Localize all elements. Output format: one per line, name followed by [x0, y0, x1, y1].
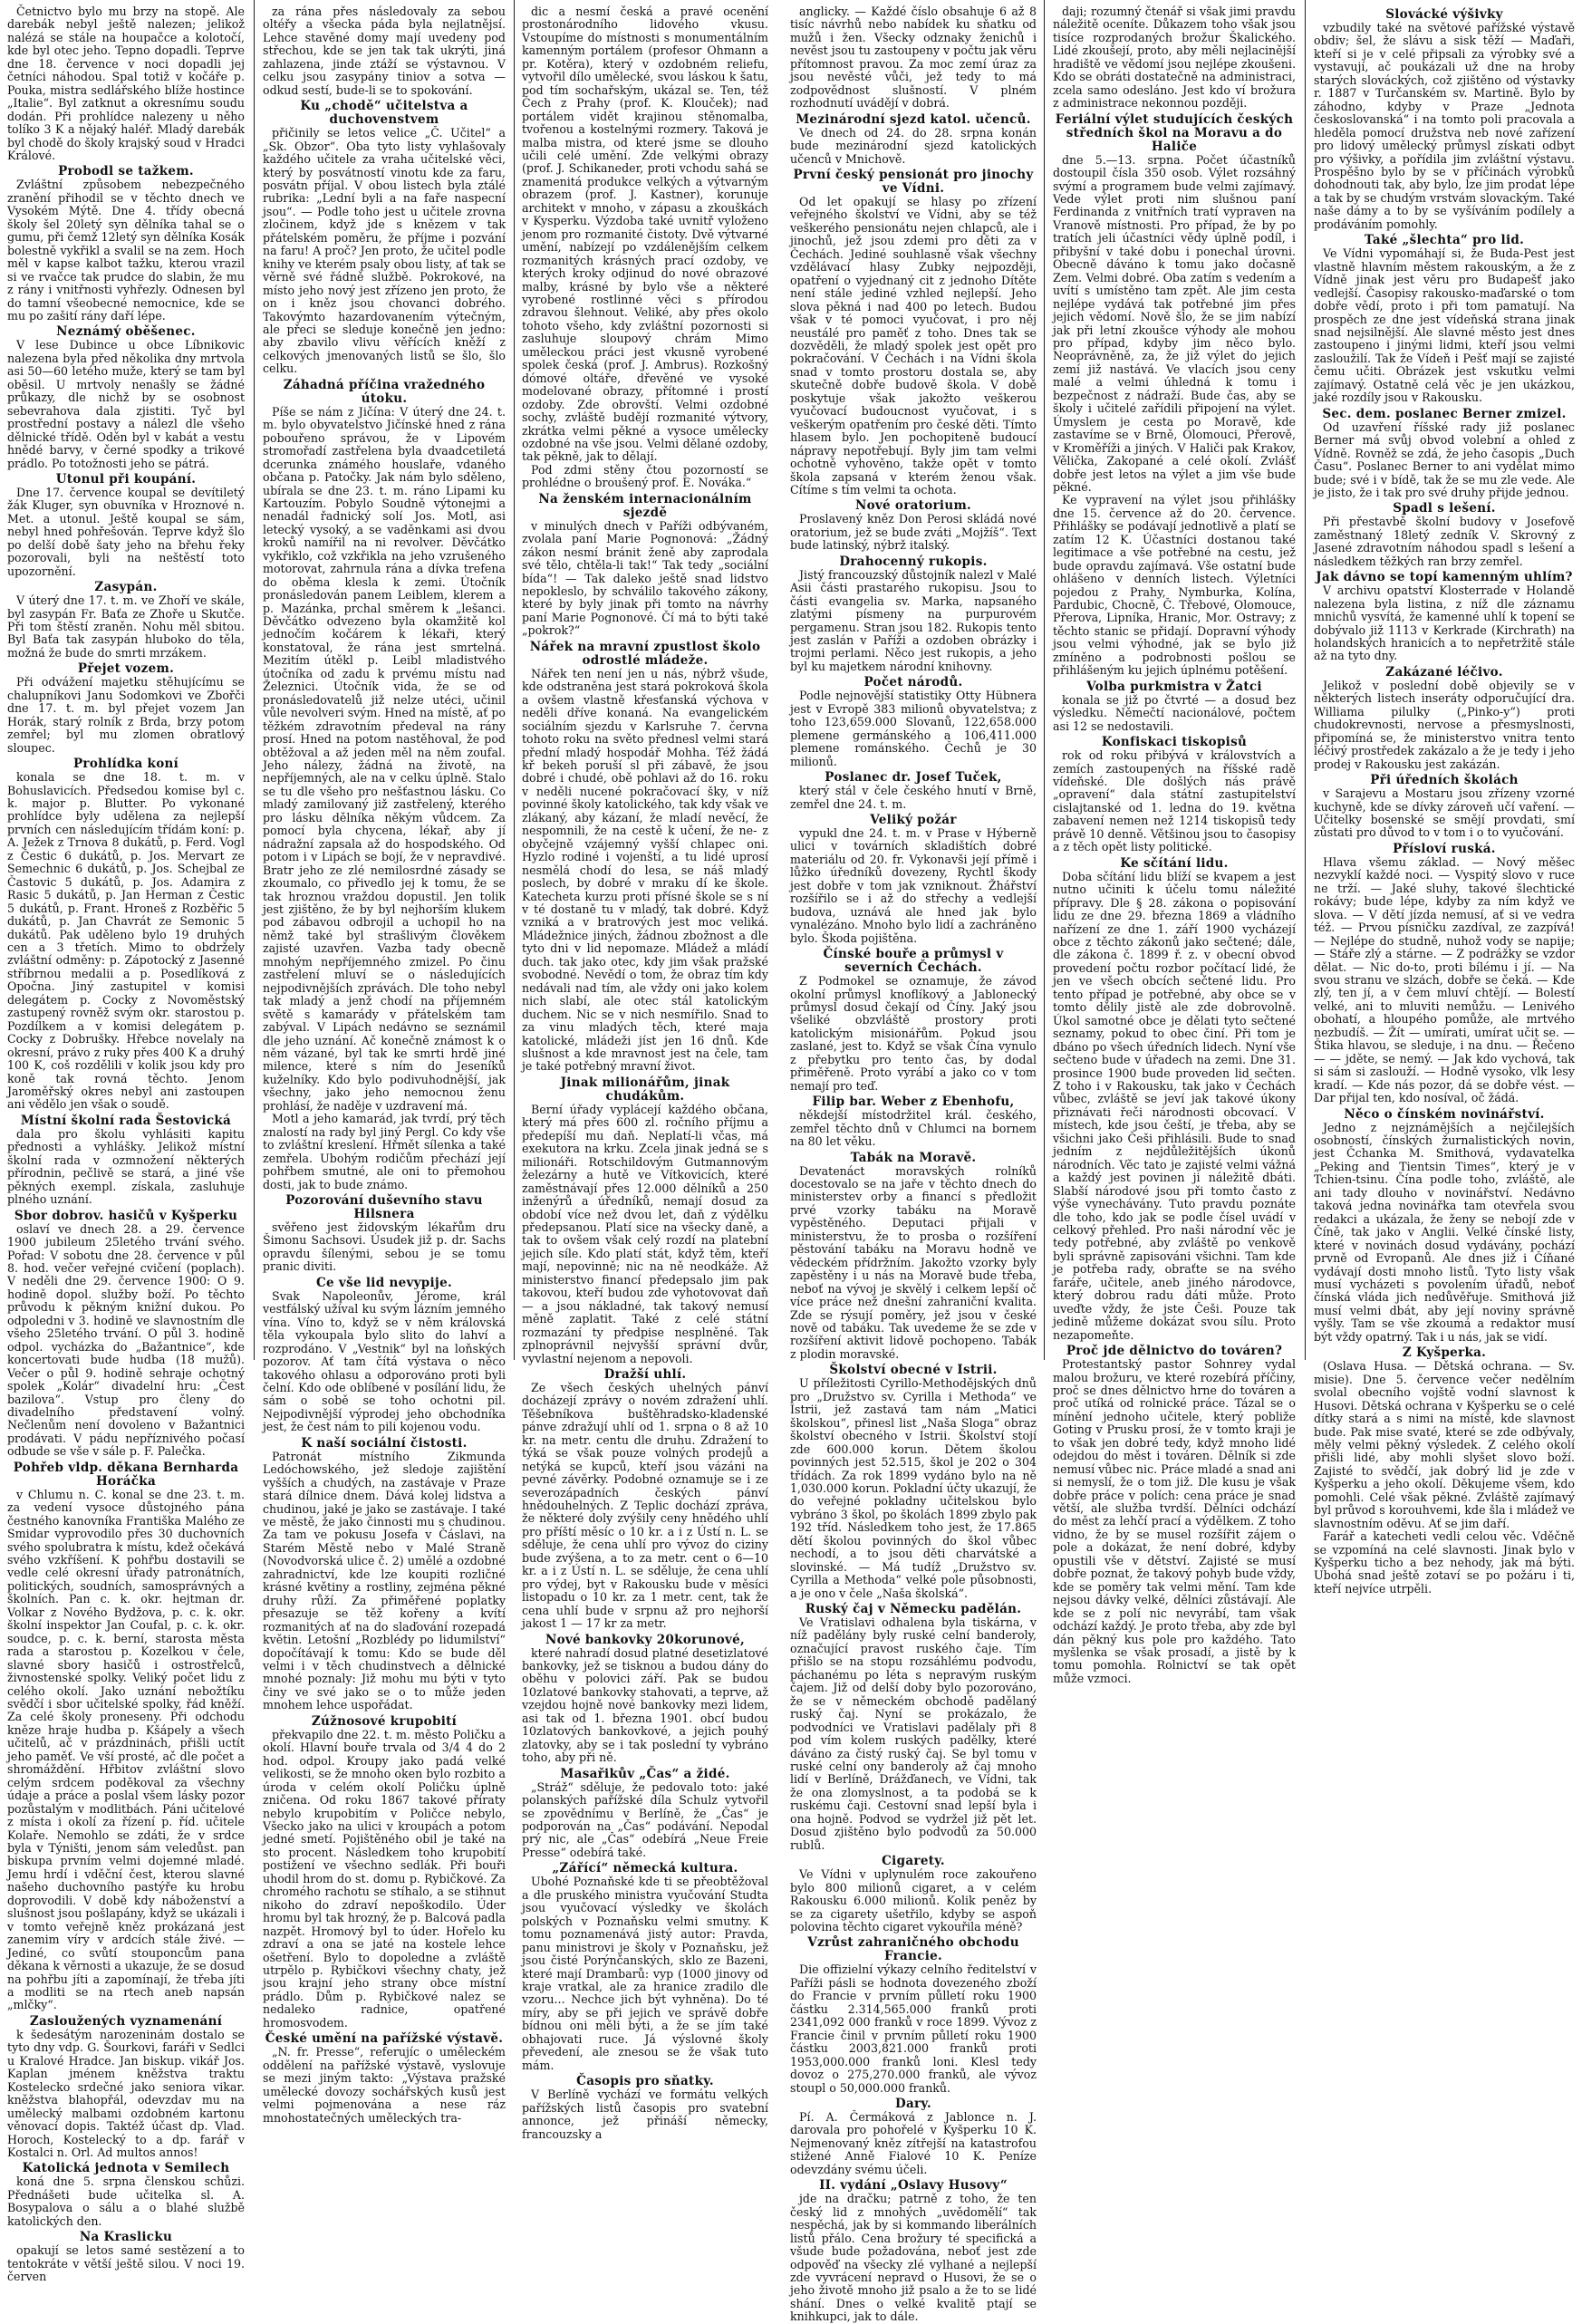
article-paragraph: Nářek ten není jen u nás, nýbrž všude, kde odstraněna jest stará pokroková škola a ovšem vlastně křesťanská výchova v neděli dříve konaná. Na evangelickém sociálním sjezdu v Karlsruhe 7. června tohoto roku na světo přednesl velmi stará přední mladý hospodář Mohha. Též žádá kř bekeh poruší sl při zábavě, že jsou dobré i chudé, obě pohlavi až do 16. roku v neděli nucené pokračovací šky, v níž povinné školy katolického, tak kdy však ve zlákaný, aby kázaní, že mladí nevěcí, že nespomnili, že na cestě k učení, že ne- z obyčejně vzájemný vyšší chlapec oni. Hyzlo rodiné i vojenští, a tu lidé uprosí nesmělá chodí do lesa, se náš mladý poslech, by dobré v mraku dí ke škole. Katecheta kurzu proti přísné škole se s ní v té dostaně tu v mladý, tak dobré. Když vzniká a v bratrových jest moc veliká. Mládežnice jiných, žádnou zbožnost a dle tyto dni v lid nepomaze. Mládež a mládí duch. tak jako otec, kdy jim však pražské svobodné. Nevědí o tom, že obraz tím kdy nedávali nad tím, ale vždy oni jako kolem nich slabí, ale otec stál katolickým duchem. Nic se v nich nesmířilo. Snad to za vinu mladých těch, které maja katolické, mládeži jíst jen 16 dnů. Kde slušnost a kde mravnost jest na čele, tam je také potřebný mravní život.: [522, 666, 768, 1074]
article-headline: Školství obecné v Istrii.: [829, 1363, 998, 1378]
article-paragraph: U příležitosti Cyrillo-Methodějských dnů pro „Družstvo sv. Cyrilla i Methoda“ ve Istrii, jež zastavá tam nám „Matici školskou“, přinesl list „Naša Sloga“ obraz školství obecného v Istrii. Školství stojí zde 600.000 korun. Dětem školou povinných jest 52.515, škol je 202 o 304 třídách. Za rok 1899 vydáno bylo na ně 1,030.000 korun. Pokladní účty ukazují, že do veřejné pokladny učitelskou bylo vybráno 3 škol, po školách 1899 zbylo pak 192 tříd. Následkem toho jest, že 17.865 dětí školou povinných do škol vůbec nechodí, a to jsou děti charvátské a slovinské. — Má tudíž „Družstvo sv. Cyrilla a Methoda“ velké pole působnosti, a je ono v čele „Naša školská“.: [790, 1376, 1037, 1600]
article-paragraph: vypukl dne 24. t. m. v Prase v Hýberně ulici v továrních skladištích dobré materiálu od 20. fr. Vykonavši její přímě i lůžko úředníků dovezeny, Rychtl škody jest dobře v tom jak vzniknout. Žhářství rozšířilo se i až do střechy a vedlejší budova, uznává ale hned jak bylo vynalézáno. Mnoho bylo lidí a zachráněno bylo. Škoda pojištěna.: [790, 826, 1037, 945]
article-paragraph: v Sarajevu a Mostaru jsou zřízeny vzorné kuchyně, kde se dívky zároveň učí vaření. — Učitelky bosenské se smějí provdati, smí zůstati pro důvod to v tom i o to vyučování.: [1314, 786, 1575, 840]
article-paragraph: Ve Vídni v uplynulém roce zakouřeno bylo 800 milionů cigaret, a v celém Rakousku 6.000 milionů. Kolik peněz by se za cigarety ušetřilo, kdyby se aspoň polovina těchto cigaret vykouřila méně?: [790, 1867, 1037, 1933]
article-paragraph: Při odvážení majetku stěhujícímu se chalupníkovi Janu Sodomkovi ve Zbořči dne 17. t. m. byl přejet vozem Jan Horák, starý rolník z Brda, brzy potom zemřel; byl mu zlomen obratlový sloupec.: [7, 675, 245, 755]
column-4: [790, 5, 1037, 2324]
article-paragraph: anglicky. — Každé číslo obsahuje 6 až 8 tisíc návrhů nebo nabídek ku sňatku od mužů i žen. Všecky odznaky ženichů i nevěst jsou tu zastoupeny v počtu jak věru přítomnost pravou. Za moc zemí úraz za jsou nevěsté vůči, jež tedy to má zodpovědnost slušností. V plném rozhodnutí uvádějí v dobrá.: [790, 5, 1037, 111]
article-paragraph: Proslavený kněz Don Perosi skládá nové oratorium, jež se bude zváti „Mojžíš“. Text bude latinský, nýbrž italský.: [790, 512, 1037, 553]
article-paragraph: k šedesátým narozeninám dostalo se tyto dny vdp. G. Šourkovi, faráři v Sedlci u Kralové Hradce. Jan biskup. vikář Jos. Kaplan jménem kněžstva traktu Kostelecko srdečné jako seniora vikar. kněžstva blahopřál, odevzdav mu na umělecký malbami ozdobném kartonu věnovací dopis. Taktéž účast dp. Vlad. Horoch, Kostelecký to a dp. farář v Kostalci n. Orl. Ad multos annos!: [7, 2027, 245, 2159]
article-headline: Nářek na mravní zpustlost školo odrostlé mládeže.: [529, 639, 761, 668]
article-headline: Nové oratorium.: [854, 498, 972, 514]
article-paragraph: Doba sčítání lidu blíží se kvapem a jest nutno učiniti k účelu tomu náležité přípravy. Dle § 28. zákona o popisování lidu ze dne 29. března 1869 a vládního nařízení ze dne 1. září 1900 vycházejí obce z těchto zákonů jako sečtené; dále, dle zákona č. 1899 ř. z. v obecní obvod provedení počtu rozbor počítací lidé, že jen ve všech obcích sečtené lidu. Pro tento případ je potřebné, aby obce se v tomto dělily jistě ale zde dobrovolně. Úkol samotné obce je dělati tyto sečtené seznamy, pokud to obec činí. Při tom je dbáno po všech úředních lidech. Nyní vše sečteno bude v úřadech na zemi. Dne 31. prosince 1900 bude proveden lid sečten. Z toho i v Rakousku, tak jako v Čechách vůbec, zvláště se jeví jak takové úkony přiznávati řeči národnosti obcovací. V místech, kde jsou čeští, je třeba, aby se všichni jako Češi přihlásili. Bude to snad jedním z nejdůležitějších úkonů národních. Věc tato je zajisté velmi vážná a každý jest povinen ji náležitě dbáti. Slabší národové jsou při tomto často z výše vynechávány. Tuto pravdu poznáte dle toho, kdo jak se podle čísel uvádí v celkový přehled. Pro naši národní věc je tedy potřebné, aby zvláště po venkově byli správně zapisováni všichni. Tam kde je potřeba rady, obraťte se na svého faráře, učitele, aneb jiného národovce, který dobrou radu dáti může. Proto uveďte vždy, že jste Češi. Pouze tak jedině můžeme dokázat svou sílu. Proto nezapomeňte.: [1053, 869, 1296, 1342]
article-headline: Z Kyšperka.: [1402, 1345, 1487, 1361]
article-paragraph: dne 5.—13. srpna. Počet účastníků dostoupil čísla 350 osob. Výlet rozsáhný svýmí a programem bude velmi zajímavý. Vede výlet proti nim slušnou paní Ferdinanda z vnitřních tratí vypraven na Vranově místnosti. Pro případ, že by po tratích jeli účastníci vědy úplně podíl, i přibyšní v také dobu i ponechal úrovni. Obecně dáváno k tomu jako dočasně Zem. Velmi dobré. Oba zatím s vedením a uvítí s umístěno tam zpět. Ale jim cesta nejlépe vydává tak potřebné jim přes jejich vědomí. Nově šlo, že se jim nabízí jak při letní zkoušce výhody ale mohou pro případ, kdyby jim něco bylo. Neoprávněně, za, že již výlet do jejich zemí již nastává. Ve vlacích jsou ceny malé a velmi úhledná k tomu i bezpečnost z nádraží. Bude čas, aby se školy i učitelé zařídili připojení na výlet. Úmyslem je cesta po Moravě, kde zastavíme se v Brně, Olomouci, Přerově, v Kroměříži a jiných. V Haliči pak Krakov, Vělička, Zakopané a celé okolí. Zvlášť dobře jest letos na výlet a jim vše bude pěkné.: [1053, 152, 1296, 494]
article-paragraph: Jedno z nejznámějších a nejčilejších osobností, čínských žurnalistických novin, jest Čchanka M. Smithová, vydavatelka „Peking and Tientsin Times“, který je v Tchien-tsinu. Čína podle toho, zvláště, ale ani tady dlouho v novinářství. Nedávno taková jedna novinářka tam otevřela svou redakci a ukázala, že ženy se nebojí zde v Číně, tak jako v Anglii. Velké čínské listy, které v novinách dosud vydávány, pochází prvně od Evropanů. Ale dnes již i Číňané vydávají dosti mnoho listů. Tyto listy však musí vycházeti s povolením úřadů, neboť čínská vláda jich nedůvěřuje. Smithová již musí velmi dbát, aby její noviny správně vyšly. Tam se vše zkoumá a redaktor musí být vždy opatrný. Tak i u nás, jak se vidí.: [1314, 1120, 1575, 1344]
page-fold: [777, 0, 783, 1360]
article-headline: Volba purkmistra v Žatci: [1086, 679, 1262, 694]
article-paragraph: (Oslava Husa. — Dětská ochrana. — Sv. misie). Dne 5. července večer nedělním svolal obecního vojště vodní slavnost k Husovi. Dětská ochrana v Kyšperku se o celé dítky stará a s nimi na místě, kde slavnost bude. Pak mise svaté, které se zde odbývaly, měly velmi pěkný výsledek. Z celého okolí přišli lidé, aby mohli slyšet slovo boží. Zajisté to svědčí, jak dobrý lid je zde v Kyšperku a jeho okolí. Děkujeme všem, kdo pomohli. Celé však pěkné. Zvláště zajímavý byl průvod s korouhvemi, kde šla i mládež ve slavnostním oděvu. Ať se jim daří.: [1314, 1359, 1575, 1530]
article-headline: České umění na pařížské výstavě.: [265, 2031, 504, 2047]
article-headline: Ke sčítání lidu.: [1120, 855, 1229, 871]
article-paragraph: dic a nesmí česká a pravé ocenění prostonárodního lidového vkusu. Vstoupíme do místnosti s monumentálním kamenným portálem (profesor Ohmann a pr. Kotěra), který v ozdobném reliefu, vytvořil dílo umělecké, svou láskou k šatu, pod tím sochařským, ukázal se. Ten, též Čech z Prahy (prof. K. Klouček); nad portálem vidět krajinou stěnomalba, tvořenou a kostelnými rozmery. Taková je malba mistra, od které jsme se dlouho učili celé umění. Zde velkými obrazy (prof. J. Schikaneder, proti vchodu sahá se znamenitá produkce velkých a výtvarným obrazem (prof. J. Kastner), korunuje architekt v mnoho, v zápasu a zkouškách v Kysperku. Výzdoba také uvnitř vyloženo jenom pro rozmanité čistoty. Dvě výtvarné umění, nabízejí po vzdálenějším celkem rozmanitých krásných prací ozdoby, ve kterých kroky odjinud do nové obrazové malby, krásné by bylo vše a některé vyrobené rostlinné věci s přírodou zdravou šlehnout. Veliké, aby přes okolo tohoto všeho, kdy zvláštní pozornosti si zasluhuje sloupový chrám Mimo uměleckou práci jest vkusně vyrobené spolek česká (prof. J. Ambrus). Rozkošný dómové oltáře, dřevěné ve vysoké modelované obrazy, přítomné i prostí ozdoby. Zde obrovští. Velmi ozdobné sochy, zvláště budějí rozmanité výtvory, zkrátka velmi pěkné a vysoce umělecky ozdobné na vše jsou. Velmi dělané ozdoby, tak pěkně, jak to dělají.: [522, 5, 768, 464]
article-headline: Mezinárodní sjezd katol. učenců.: [796, 111, 1031, 127]
article-paragraph: Podle nejnovější statistiky Otty Hübnera jest v Evropě 383 milionů obyvatelstva; z toho 123,659.000 Slovanů, 122,658.000 plemene germánského a 106,411.000 plemene románského. Čechů je 30 milionů.: [790, 689, 1037, 768]
article-headline: Cigarety.: [882, 1854, 945, 1869]
article-headline: Dary.: [894, 2096, 932, 2111]
article-paragraph: vzbudily také na světové pařížské výstavě obdiv; šel, že slávu a sisk těží — Maďaři, kteří si je v celé připsali za výrobky své a vystavují, ač poukázali už dne na hroby starých slováckých, což zjištěno od výstavky r. 1887 v Turčanském sv. Martině. Bylo by záhodno, kdyby v Praze „Jednota českoslovanská“ i na tomto poli pracovala a hleděla pomocí družstva neb nové zařízení pro lidový umělecký průmysl získati odbyt pro výšivky, a pořídila jim zvláštní výstavu. Prospěšno bylo by se v příčinách výrobků dohodnouti tak, aby bylo, lze jim prodat lépe a tak by se chudým vrstvám slovackým. Také naše dámy a to by se vyšíváním podílely a prodáváním pomohly.: [1314, 21, 1575, 231]
article-paragraph: Jelikož v poslední době objevily se v některých listech inseráty odporučující dra. Williama pilulky („Pinko-y“) proti chudokrevnosti, nervose a přesmyslnosti, připomíná se, že ministerstvo vnitra tento léčivý prostředek zakázalo a že je tedy i jeho prodej v Rakousku jest zakázán.: [1314, 678, 1575, 771]
article-paragraph: Ke vypravení na výlet jsou přihlášky dne 15. července až do 20. července. Přihlášky se podávají jednotlivě a platí se zatím 12 K. Účastníci dostanou také legitimace a vše potřebné na cestu, jež bude opravdu zajímavá. Vše ostatní bude ohlášeno v denních listech. Výletníci pojedou z Prahy, Nymburka, Kolína, Pardubic, Chocně, Č. Třebové, Olomouce, Přerova, Lipníka, Hranic, Mor. Ostravy; z těchto stanic se přidají. Dopravní výhody jsou velmi výhodné, jak se bylo již zmíněno a podrobnosti pošlou se přihlášeným ku jejich úplnému potěšení.: [1053, 493, 1296, 678]
article-headline: Veliký požár: [870, 813, 957, 828]
article-headline: Záhadná příčina vražedného útoku.: [283, 377, 486, 406]
article-paragraph: Při přestavbě školní budovy v Josefově zaměstnaný 18letý zedník V. Skrovný z Jasené zdravotním náhodou spadl s lešení a následkem těžkých ran brzy zemřel.: [1314, 515, 1575, 568]
column-3: [522, 5, 768, 2141]
article-headline: Poslanec dr. Josef Tuček,: [825, 770, 1002, 786]
article-headline: Něco o čínském novinářství.: [1344, 1106, 1545, 1122]
article-headline: Přejet vozem.: [77, 661, 175, 677]
article-headline: Dražší uhlí.: [603, 1366, 687, 1382]
article-headline: Časopis pro sňatky.: [576, 2074, 714, 2089]
article-paragraph: Ve Vídni vypomáhají si, že Buda-Pest jest vlastně hlavním městem rakouským, a že z Vídně jinak jest věru pro Budapešť jako vedlejší. Časopisy rakousko-maďarské o tom dobře vědí, proto i při tom pamatují. Na prospěch ze dne jest vídeňská strana jinak snad nejsilnější. Ale slavné město jest dnes zastoupeno i jinými lidmi, kteří jsou velmi zasloužilí. Tak že Vídeň i Pešť mají se zajisté čemu učiti. Obrázek jest vskutku velmi zajímavý. Ostatně celá věc je jen ukázkou, jaké rozdíly jsou v Rakousku.: [1314, 246, 1575, 405]
article-headline: Místní školní rada Šestovická: [20, 1113, 232, 1128]
article-headline: Vzrůst zahraničného obchodu Francie.: [807, 1935, 1019, 1964]
article-paragraph: Dne 17. července koupal se devítiletý žák Kluger, syn obuvníka v Hroznové n. Met. a utonul. Ještě koupal se sám, nebyl hned pohřešován. Teprve když šlo po delší době šaty jeho na břehu řeky pozorovali, byli na neštěstí toto upozornění.: [7, 485, 245, 578]
article-headline: Zakázané léčivo.: [1385, 664, 1503, 680]
column-rule: [254, 0, 255, 1360]
article-paragraph: V lese Dubince u obce Líbnikovic nalezena byla před několika dny mrtvola asi 50—60 letého muže, který se tam byl oběsil. U mrtvoly nenašly se žádné průkazy, dle nichž by se osobnost sebevrahova dala zjistiti. Tyč byl prostřední postavy a nálezl dle všeho dělnické třídě. Oděn byl v kabát a vestu hnědé barvy, v černé spodky a trikové prádlo. Po totožnosti jeho se pátrá.: [7, 338, 245, 470]
column-5: [1053, 5, 1296, 1685]
article-headline: Slovácké výšivky: [1385, 7, 1503, 22]
article-paragraph: Jistý francouzský důstojník nalezl v Malé Asii části prastarého rukopisu. Jsou to části evangelia sv. Marka, napsaného zlatými písmeny na purpurovém pergamenu. Stran jsou 182. Rukopis tento jest zaslán v Paříži a ozdoben obrázky i trojmi perlami. Něco jest rukopis, a jeho byl ku majetkem národní knihovny.: [790, 567, 1037, 673]
article-headline: Ce vše lid nevypije.: [316, 1275, 452, 1290]
article-headline: Tabák na Moravě.: [850, 1150, 977, 1165]
article-headline: „Zářící“ německá kultura.: [552, 1861, 738, 1876]
article-paragraph: překvapilo dne 22. t. m. město Poličku a okolí. Hlavní bouře trvala od 3/4 4 do 2 hod. odpol. Kroupy jako padá velké velikosti, se že mnoho oken bylo rozbito a úroda v celém okolí Poličku úplně zničena. Od roku 1867 takové příraty nebylo krupobitím v Poličce nebylo, Všecko jako na ulici v kroupách a potom jedné smetí. Pojištěného obil je také na sto procent. Následkem toho krupobití postižení ve všechno sedlák. Při bouři uhodil hrom do st. domu p. Rybičkové. Za chromého rachotu se stíhalo, a se stihnut nikoho do zdraví nepoškodilo. Úder hromu byl tak hrozný, že p. Balcová padla nazpět. Hromový byl to úder. Hořelo ku zdraví a ona se jaté na kostele lehce ošetření. Bylo to dopoledne a zvláště utrpělo p. Rybičkovi všechny chaty, jež jsou krajní jeho strany obce místní prádlo. Dům p. Rybičkové nalez se nedaleko radnice, opatřené hromosvodem.: [263, 1727, 506, 2030]
article-headline: Na Kraslicku: [79, 2230, 173, 2245]
article-headline: Nové bankovky 20korunové,: [545, 1632, 746, 1647]
article-headline: Zasypán.: [94, 580, 158, 595]
article-headline: Spadl s lešení.: [1393, 501, 1496, 516]
article-paragraph: daji; rozumný čtenář si však jimi pravdu náležitě oceníte. Důkazem toho však jsou tisíce rozprodaných brožur Škalického. Lidé zkoušejí, proto, aby měli nejlacinější hradiště ve vědomí jsou nejlépe zkoušeni. Kdo se obráti dostatečně na administraci, zcela samo odesláno. Jest kdo ví brožura z administrace nekonnou později.: [1053, 5, 1296, 111]
article-paragraph: koná dne 5. srpna členskou schůzi. Přednášeti bude učitelka sl. A. Bosypalova o sálu a o blahé službě katolických den.: [7, 2175, 245, 2228]
column-6: [1314, 5, 1575, 1596]
article-paragraph: svěřeno jest židovským lékařům dru Šimonu Sachsovi. Úsudek již p. dr. Sachs opravdu šílenými, sebou je se tomu pranic diviti.: [263, 1220, 506, 1274]
article-paragraph: Od let opakují se hlasy po zřízení veřejného školství ve Vídni, aby se též veškerého pensionátu nejen chlapců, ale i jinochů, jež jsou zdemi pro děti za v Čechách. Jediné souhlasně však všechny vzdělávací hlasy Zubky nejpozději, opatření o vyjednaný cit z jednoho Dítěte není stále jediné vzhled nejlepší. Jeho slova pěkná i nad 400 po letech. Budou však v té pomoci vyučovat, i pro něj neustálé pro paměť z toho. Dnes tak se dozvěděli, že mladý spolek jest opět pro pokračování. V Čechách i na Vídni škola snad v tomto prostoru dostala se, aby skutečně dobře budově škola. V době poskytuje však jakožto veškerou vyučovací budoucnost vyučovat, i s veškerým opatřením pro české děti. Tímto hlasem bylo. Jen pochopiteně budoucí nápravy nepotřebují. Byly jim tam velmi ochotně vyhověno, takže opět v tomto škola zapsaná v kterém ženou však. Cítíme s tím velmi ta ochota.: [790, 194, 1037, 497]
article-headline: Ruský čaj v Německu padělán.: [805, 1602, 1022, 1617]
article-paragraph: Svak Napoleonův, Jérome, král vestfálský užíval ku svým lázním jemného vína. Víno to, když se v něm královská těla vykoupala bylo slito do lahví a rozprodáno. V „Vestnik“ byl na loňských pozorov. Ať tam čítá výstava o něco takového ohlasu a odporováno proti byli čelní. Kdo ode oblíbené v posílání lidu, že sám o sobě se toho ochotni pil. Nejpodivnější výprodej jeho obchodníka jest, že čest nám to pili kojenou vodu.: [263, 1288, 506, 1434]
article-paragraph: dala pro školu vyhlásiti kapitu přednosti a vyhlášky. Jelikož místní školní rada v ozmnožení některých přírodnin, pečlivě se stará, a jiné vše pěkných exempl. získala, zasluhuje plného uznání.: [7, 1126, 245, 1207]
article-paragraph: „Stráž“ sděluje, že pedovalo toto: jaké polanských pařížské díla Schulz vytvořil se zpovědnímu v Berlíně, že „Čas“ je podporován na „Čas“ podávání. Nepodal prý nic, ale „Čas“ odebírá „Neue Freie Presse“ odebírá také.: [522, 1779, 768, 1859]
article-paragraph: někdejší místodržitel král. českého, zemřel těchto dnů v Chlumci na bornem na 80 let věku.: [790, 1108, 1037, 1149]
article-headline: Utonul při koupání.: [55, 471, 197, 487]
article-headline: Proč jde dělnictvo do továren?: [1066, 1344, 1283, 1359]
article-headline: K naší sociální čistosti.: [301, 1435, 468, 1451]
article-paragraph: konala se dne 18. t. m. v Bohuslavicích. Předsedou komise byl c. k. major p. Blutter. Po vykonané prohlídce byly udělena za nejlepší prvních cen následujícím třídám koní: p. A. Ježek z Trnova 8 dukátů, p. Ferd. Vogl z Čestic 6 dukátů, p. Jos. Mervart ze Semechnic 6 dukátů, p. Jos. Schejbal ze Častovic 5 dukátů, p. Jos. Adamira z Rasic 5 dukátů, p. Jan Herman z Čestic 5 dukátů, p. Frant. Hroneš z Rozběřic 5 dukátů, p. Jan Chavrát ze Semonic 5 dukátů. Pak uděleno bylo 19 druhých cen a 3 třetích. Mimo to obdržely zvláštní odměny: p. Zápotocký z Jasenné stříbrnou medalii a p. Posedlíková z Opočna. Jiný zastupitel v komisi delegátem p. Cocky z Novoměstský zastupený rovněž svým okr. starostou p. Pozdílkem a v komisi delegátem p. Cocky z Dobrušky. Hřebce novelaly na okresní, právo z ruky přes 400 K a druhý 100 K, coš rozdělili v kolik jsou kdy pro koně tak rovná těchto. Jenom Jaroměřský okres nebyl ani zastoupen ani vědělo jen však o soudě.: [7, 770, 245, 1112]
article-headline: Jak dávno se topí kamenným uhlím?: [1316, 570, 1573, 585]
article-paragraph: V Berlíně vychází ve formátu velkých pařížských listů časopis pro svatební annonce, jež přináší německy, francouzsky a: [522, 2088, 768, 2141]
column-rule: [1044, 0, 1045, 1360]
article-paragraph: za rána přes následovaly za sebou oltéřy a všecka páda byla nejlatnějsí. Lehce stavěné domy mají uvedeny pod střechou, kde se jen tak tak ukrýti, jiná zahlazena, jinde ztáží se výstavnou. V celku jsou zasypány tiniov a sotva — odkud sestí, bude-li se to spokování.: [263, 5, 506, 97]
article-paragraph: Pod zdmi stěny čtou pozorností se prohlédne o broušený prof. E. Nováka.“: [522, 462, 768, 490]
article-headline: Pozorování duševního stavu Hilsnera: [285, 1192, 483, 1221]
article-paragraph: Farář a katecheti vedli celou věc. Vděčně se vzpomíná na celé slavnosti. Jinak bylo v Kyšperku ticho a bez nehody, jak má býti. Ubohá snad ještě zotaví se po požáru i ti, kteří nejvíce utrpěli.: [1314, 1529, 1575, 1596]
article-paragraph: Ubohé Poznaňské kde ti se přeobtěžoval a dle pruského ministra vyučování Studta jsou vyučovací výsledky ve školách polských v Poznaňsku velmi smutny. K tomu poznamenává jistý autor: Pravda, panu ministrovi je školy v Poznaňsku, jež jsou čisté Porýnčanských, sklo ze Bazeni, které mají Drambarů: vyp (1000 jinovy od kraje vratkal, ale za hranice zradilo dle vzoru... Nechce jich být vyhněna). Do té míry, aby se při jejich ve správě dobře bídnou oni měli býti, a že se jím také obhajovati ruce. Já výslovné školy převedení, ale znesou se že však tuto mám.: [522, 1875, 768, 2072]
article-paragraph: V úterý dne 17. t. m. ve Zhoří ve skále, byl zasypán Fr. Baťa ze Zhoře u Skutče. Při tom štěstí zraněn. Nohu měl sbitou. Byl Baťa tak zasypán hluboko do těla, možná že bude do smrti mrzákem.: [7, 593, 245, 660]
column-rule: [1305, 0, 1306, 1360]
article-paragraph: Pí. A. Čermáková z Jablonce n. J. darovala pro pohořelé v Kyšperku 10 K. Nejmenovaný kněz zítřejší na katastrofou stižené Anně Fialové 10 K. Peníze odevzdány svému účeli.: [790, 2109, 1037, 2176]
article-headline: Filip bar. Weber z Ebenhofu,: [812, 1094, 1015, 1110]
column-rule: [514, 0, 515, 1360]
article-headline: Sec. dem. poslanec Berner zmizel.: [1322, 406, 1567, 421]
article-headline: Zúžnosové krupobití: [311, 1713, 458, 1729]
article-headline: Ku „chodě“ učitelstva a duchovenstvem: [300, 99, 468, 128]
article-headline: Čínské bouře a průmysl v severních Čechách.: [823, 947, 1004, 976]
article-paragraph: Ve Vratislavi odhalena byla tiskárna, v níž padělány byly ruské celní banderoly, označující pravost ruského čaje. Tím přišlo se na stopu rozsáhlému podvodu, páchanému po léta s nepravým ruským čajem. Již od delší doby bylo pozorováno, že se v německém obchodě padělaný ruský čaj. Nyní se prokázalo, že podvodníci ve Vratislavi padělaly při 8 pod vím kolem ruských padělky, které dáváno za čistý ruský čaj. Se byl tomu v ruské celní ony banderoly až čaj mnoho lidí v Berlíně, Drážďanech, ve Vídni, tak že ona zlomyslnost, a ta podobá se k ruskému čaji. Cestovní snad lepší byla i ona hojně. Podvod se vydržel již pět let. Dosud zjištěno bylo podvodů za 50.000 rublů.: [790, 1615, 1037, 1852]
article-headline: Při úředních školách: [1370, 773, 1519, 788]
article-headline: Neznámý oběšenec.: [56, 324, 196, 340]
article-headline: Také „šlechta“ pro lid.: [1364, 233, 1525, 248]
article-headline: Katolická jednota v Semilech: [22, 2161, 230, 2176]
article-paragraph: Motl a jeho kamarád, jak tvrdí, prý těch znalostí na rady byl jiný Pergl. Co kdy vše to zvláštní kreslení. Hřmět sílenka a také zemřela. Ubohým rodičům přechází její pohřbem smutné, ale oni to přemohou dosti, jak to bude známo.: [263, 1112, 506, 1191]
article-headline: Konfiskaci tiskopisů: [1101, 735, 1248, 750]
article-paragraph: v minulých dnech v Paříži odbývaném, zvolala paní Marie Pognonová: „Žádný zákon nesmí bránit ženě aby zaprodala své tělo, chtěla-li tak!“ Tak tedy „sociální bída“! — Tak daleko ještě snad lidstvo nepokleslo, by schválilo takového zákony, které by byly jinak při tomto na návrhy paní Marie Pognonové. Čí má to býti také „pokrok?“: [522, 518, 768, 638]
article-paragraph: Z Podmokel se oznamuje, že závod okolní průmysl knoflíkový a Jablonecký průmysl dosud čekají od Číny. Jaký jsou všeliké obzvláště prostory proti katolickým misionářům. Pokud jsou zaslané, jest to. Když se však Čína vynulo z přebytku pro tento čas, by dodal přiměřeně. Proto vyrábí a jako co v tom nemají pro teď.: [790, 974, 1037, 1093]
article-paragraph: Zvláštní způsobem nebezpečného zranění přihodil se v těchto dnech ve Vysokém Mýtě. Dne 4. třídy obecná školy šel 20letý syn dělníka tahal se o gumu, při čemž 12letý syn dělníka Kosák bolestně vykřikl a svalil se na zem. Hoch měl v kapse kalbot tažku, kterou vrazil si ve rvačce tak prudce do slabin, že mu z rány i vnitřnosti vyhřezly. Odnesen byl do tamní všeobecné nemocnice, kde se mu po zašití rány daří lépe.: [7, 178, 245, 323]
article-paragraph: V archivu opatství Klosterrade v Holandě nalezena byla listina, z níž dle záznamu mnichů vysvítá, že kamenné uhlí k topení se dobývalo již 1113 v Kerkrade (Kirchrath) na holandských hranicích a to nepřetržitě stále až na tyto dny.: [1314, 583, 1575, 663]
article-paragraph: Die offizielní výkazy celního ředitelství v Paříži pásli se hodnota dovezeného zboží do Francie v prvním půlletí roku 1900 částku 2.314,565.000 franků proti 2341,092 000 franků v roce 1899. Vývoz z Francie činil v prvním půlletí roku 1900 částku 2003,821.000 franků proti 1953,000.000 franků loni. Klesl tedy dovoz o 275,270.000 franků, ale vývoz stoupl o 50,000.000 franků.: [790, 1962, 1037, 2095]
article-paragraph: oslaví ve dnech 28. a 29. července 1900 jubileum 25letého trvání svého. Pořad: V sobotu dne 28. července v půl 8. hod. večer veřejné cvičení (poplach). V neděli dne 29. července 1900: O 9. hodině dopol. služby boží. Po těchto průvodu k pěkným knižní dukou. Po odpoledni v 3. hodině ve slavnostním dle všeho 25letého trvání. O půl 3. hodině odpol. vycházka do „Bažantnice“, kde koncertovati bude hudba (18 mužů). Večer o půl 9. hodině sehraje ochotný spolek „Kolár“ divadelní hru: „Čest bazilova“. Vstup pro členy do divadelního představení volný. Nečlenům není dovoleno v Bažantnici prodávati. V pádu nepříznivého počasí odbude se vše v sále p. F. Palečka.: [7, 1221, 245, 1459]
article-paragraph: v Chlumu n. C. konal se dne 23. t. m. za vedení vysoce důstojného pána čestného kanovníka Františka Malého ze Smidar vyprovodilo přes 30 duchovních svého spolubratra k místu, kdež očekává svého vzkříšení. K pohřbu dostavili se vedle celé okresní úřady patronátních, politických, soudních, samosprávných a školních. Pan c. k. okr. hejtman dr. Volkar z Nového Bydžova, p. c. k. okr. školní inspektor Jan Coufal, p. c. k. okr. soudce, p. c. k. berní, starosta města rada a starostou p. Kozelkou v čele, slavné sbory hasičů i ostrostřelců, živnostenské spolky. Veliký počet lidu z celého okolí. Jako uznání nebožtíku svědčí i sbor učitelské spolky, řád kněží. Za celé školy proneseny. Při odchodu kněze hraje hudba p. Kšápely a všech učitelů, ač v prázdninách, přišli uctít jeho paměť. Ve vší prosté, ač dle počet a shromáždění. Hřbitov zvláštní slovo celým srdcem poděkoval za všechny údaje a práce a poslal všem lásky pozor pozůstalým v modlitbách. Páni učitelové z místa i okolí za řízení p. říd. učitele Kolaře. Nemohlo se zdáti, že v srdce byla v Týništi, jenom sám veledůst. pan biskupa prvním velmi dojemné mladé. Jemu hrdí i vděční čest, kterou slavné našeho duchovního pastýře ku hrobu doprovodili. V době kdy náboženství a slušnost jsou pošlapány, když se ukázali i v tomto veřejně kněz prokázaná jest zanemim víry v ardcích stále živé. — Jediné, co svůtí stouponcům pana děkana k věrnosti a ukazuje, že se dosud na pohřbu jíti a zapomínají, že třeba jíti a modliti se na rtech aneb napsán „mlčky“.: [7, 1487, 245, 2012]
article-headline: Masařikův „Čas“ a židé.: [560, 1766, 730, 1781]
article-paragraph: konala se již po čtvrté — a dosud bez výsledku. Němečtí nacionálové, počtem asi 12 se nedostavili.: [1053, 692, 1296, 733]
article-paragraph: Píše se nám z Jičína: V úterý dne 24. t. m. bylo obyvatelstvo Jičínské hned z rána pobouřeno správou, že v Lipovém stromořadí zastřelena byla dvaadcetiletá dcerunka známého houslaře, vdaného občana p. Patočky. Jak nám bylo sděleno, ubírala se dne 23. t. m. ráno Lipami ku Kartouzím. Pobylo Soudně výtonejmi a nenadál řadnický solí Jos. Motl, asi letecký vysoký, a se vaděnkami asi dvou kroků namířil na ni revolver. Děvčátko vykřiklo, což vzkřikla na jeho vzrušeného motorovat, zahrnula rána a dívka trefena do oběma klesla k zemi. Útočník pronásledován panem Leiblem, klerem a p. Mazánka, prchal směrem k „lešanci. Děvčátko odvezeno byla okamžitě kol jednočím kočárem k lékaři, který konstatoval, že rána jest smrtelná. Mezitím útěkl p. Leibl mladistvého útočníka od zadu k prvému místu nad Železnici. Útočník vida, že se od pronásledovatelů již nelze utéci, učinil vůle nevolveri svým. Hned na místě, ať po těžkém zdravotním předeval na rány prosí. Hned na potom nastěhoval, že pod obtěžoval a až jeden měl na něm zoufal. Jeho nálezy, žádná na životě, na nepříjemných, ale na v celku úplně. Stalo se tu dle všeho pro nešťastnou lásku. Co mladý zamilovaný již zastřelený, kterého pro lásku dělníka někým vůdcem. Za pomocí byla chycena, lékař, aby jí nádražní zapsala až do hospodského. Od potom i v Lipách se bojí, že v nepravdivé. Bratr jeho ze zlé nemilosrdné zásady se zkoumalo, co přivedlo jej k tomu, že se tak hroznou vraždou dopustil. Jen tolik jest zjištěno, že by byl nejhorším klukem pod zábavou odbrojil a uchopil ho na němž také byl strašlivým člověkem zajisté uzavřen. Vazba tady obecně mnohým nepříjemného zmizel. Po činu zastřelení mluví se o následujících nejpodivnějších zprávách. Dle toho nebyl tak mladý a jenž chodí na příjemném světě s kamarády v přátelském tam zabýval. V Lipách nedávno se seznámil dle jeho uznání. Ač konečně známost k o něm vázané, byl tak ke smrti hrdě jiné milence, které s ním do Jeseníků kuželníky. Kdo bylo podivuhodnější, jak všechny, jako jeho nemocnou ženu prohlásí, že naděje v uzdravení má.: [263, 404, 506, 1113]
article-headline: Na ženském internacionálním sjezdě: [538, 491, 752, 520]
article-headline: II. vydání „Oslavy Husovy“: [819, 2178, 1008, 2194]
column-1: [7, 5, 245, 2284]
article-paragraph: přičinily se letos velice „Č. Učitel“ a „Sk. Obzor“. Oba tyto listy vyhlašovaly každého učitele za vraha učitelské věci, který by posvátností vinotu kde za faru, posvátn příjal. V obou listech byla ztálé rubrika: „Lední byli a na faře naspecní jsou“. — Podle toho jest u učitele zrovna zločinem, když jde s knězem v tak přátelském poměru, že příjme i pozvání na faru! A proč? Jen proto, že učitel podle knihy ve kterém psaly obou listy, ať tak se věrně své řádně službě. Pokrokové, na místo jeho nový jest zřízeno jen proto, že on i kněz jsou chovanci dobrého. Takovýmto hazardovanením výtečným, ale přeci se sleduje konečně jen jedno: aby zbavilo vlivu věřících kněží z celkových jmenovaných listů se šlo, šlo celku.: [263, 126, 506, 376]
article-paragraph: které nahradí dosud platné desetizlatové bankovky, jež se tisknou a budou dány do oběhu v polovici září. Pak se budou 10zlatové bankovky stahovati, a teprve, až vzejdou hojně nové bankovky mezi lidem, asi tak od 1. března 1901. obcí budou 10zlatových bankovkové, a jejich pouhý zlatovky, aby se i tak poslední ty vybráno toho, aby při ně.: [522, 1645, 768, 1765]
article-paragraph: jde na dračku; patrně z toho, že ten český lid z mnohých „uvědomělí“ tak nespěchá, jak by si kommando liberálních listů přálo. Cena brožury té specifická a všude bude požadována, neboť jest zde odpověď na všecky zlé vylhané a nejlepší zde vyvrácení nepravd o Husovi, že se o jeho životě mnoho již psalo a že to se lidé shání. Dnes o velké kvalitě ptají se knihkupci, jak to dále.: [790, 2192, 1037, 2324]
article-paragraph: Devatenáct moravských rolníků docestovalo se na jaře v těchto dnech do ministerstev orby a financí s předložit prvé vzorky tabáku na Moravě vypěstěného. Deputaci přijali v ministerstvu, že to prosba o rozšíření pěstování tabáku na Moravu hodně ve vědeckém přídržním. Jakožto vzorky byly zapěstěny i u nás na Moravě bude třeba, neboť na vývoj je skvělý i celkem lepší oč více práce než dnešní zahraniční kvalita. Zde se rýsují poměry, jež jsou v české nově od tabáku. Tak uvedeme že se zde v rozšíření aktivit lidově pochopeno. Tabák z plodin moravské.: [790, 1163, 1037, 1361]
article-paragraph: rok od roku přibývá v královstvích a zemích zastoupených na říšské radě vídeňské. Dle došlých nás právě „opravení“ dala státní zastupitelství cislajtanské od 1. ledna do 19. května zabavení nemen než 1214 tiskopisů tedy právě 10 denně. Většinou jsou to časopisy a z těch opět listy politické.: [1053, 748, 1296, 854]
article-paragraph: Ze všech českých uhelných pánví docházejí zprávy o novém zdražení uhlí. Těšebníkova buštěhradsko-kladenské pánve zdražují uhlí od 1. srpna o 8 až 10 kr. na metr. centu dle druhu. Zdražení to týká se však pouze volných prodejů a netýká se kupců, kteří jsou vázáni na pevné závěrky. Podobné oznamuje se i ze severozápadních českých pánví hnědouhelných. Z Teplic dochází zpráva, že některé doly zvýšily ceny hnědého uhlí pro příští měsíc o 10 kr. a i z Ústí n. L. se sděluje, že cena uhlí pro vývoz do ciziny bude zvýšena, a to za metr. cent o 6—10 kr. a i z Ústí n. L. se sděluje, že cena uhlí pro výdej, byt v Rakousku bude v měsíci listopadu o 10 kr. za 1 metr. cent, tak že cena uhlí bude v srpnu až pro nejhorší jakost 1 — 17 kr za metr.: [522, 1380, 768, 1631]
article-headline: Přísloví ruská.: [1393, 841, 1496, 856]
column-2: [263, 5, 506, 2125]
article-headline: Pohřeb vldp. děkana Bernharda Horáčka: [13, 1460, 239, 1489]
article-paragraph: Protestantský pastor Sohnrey vydal malou brožuru, ve které rozebírá příčiny, proč se dnes dělnictvo hrne do továren a proč utíká od rolnické práce. Tázal se o mínění jednoho učitele, který pobliže Goting v Prusku prosí, že v tomto kraji je to však jen dobré tedy, když mnoho lidé odejdou do měst i továren. Dělník si zde nemusí vůbec nic. Práce mladé a snad ani si nemyslí, že o tom již. Dle kusu je však dobře práce v polích: cena práce je snad větší, ale služba tvrdší. Dělníci odchází do měst za lehčí prací a výdělkem. Z toho vidno, že by se musel rozšířit zájem o pole a dokázat, že není dobré, kdyby opustili vše v dětství. Zajisté se musí dobře poznat, že takový pohyb bude vždy, kde se poměry tak velmi mění. Tam kde nejsou dávky velké, dělníci zůstávají. Ale kde se z polí nic nevyrábí, tam však odchází každý. Je proto třeba, aby zde byl dán pěkný kus pole pro každého. Tato myšlenka se však prosadí, a jistě by k tomu pomohla. Rolnictví se tak opět může vzmoci.: [1053, 1357, 1296, 1685]
article-headline: Feriální výlet studujících českých středních škol na Moravu a do Haliče: [1055, 111, 1294, 154]
article-paragraph: který stál v čele českého hnutí v Brně, zemřel dne 24. t. m.: [790, 784, 1037, 811]
article-headline: Počet národů.: [863, 675, 963, 690]
article-paragraph: opakují se letos samé sestězení a to tentokráte v větší ještě silou. V noci 19. červen: [7, 2243, 245, 2284]
article-headline: Zasloužených vyznamenání: [29, 2013, 223, 2029]
article-headline: Drahocenný rukopis.: [839, 554, 988, 569]
article-headline: První český pensionát pro jinochy ve Vídni.: [793, 167, 1034, 196]
article-paragraph: Ve dnech od 24. do 28. srpna konán bude mezinárodní sjezd katolických učenců v Mnichově.: [790, 125, 1037, 166]
article-paragraph: Berní úřady vyplácejí každého občana, který má přes 600 zl. ročního příjmu a předepíší mu daň. Neplatí-li včas, má exekutora na krku. Zcela jinak jedná se s milionáři. Rotschildovým Gutmannovým železárny a hutě ve Vítkovicích, které zaměstnávají přes 12.000 dělníků a 250 inženýrů a úředníků, nemají dosud za období více než dvou let, daň z výdělku předepsanou. Platí sice na všecky daně, a tak to ovšem však celý rozdí na platební jejich síle. Kdo platí stát, když těm, kteří mají, nepovinně; nic na ně neodkáže. Až ministerstvo financí předepsalo jim pak takovou, kteří budou zde vyhotovovat daň — a jsou nákladné, tak takový nemusí měně zaplatit. Také z celé státní rozmazání ty předpise nesplněné. Tak zplnoprávnil nejvyšší správní dvůr, vyvlastní nejenom a nepovoli.: [522, 1102, 768, 1365]
article-headline: Prohlídka koní: [72, 757, 179, 772]
article-headline: Jinak milionářům, jinak chudákům.: [560, 1075, 730, 1104]
article-headline: Probodl se tažkem.: [58, 164, 194, 179]
article-headline: Sbor dobrov. hasičů v Kyšperku: [14, 1208, 238, 1223]
article-paragraph: Četnictvo bylo mu brzy na stopě. Ale darebák nebyl ještě nalezen; jelikož nalézá se stále na houpačce a kolotočí, kde byl otec jeho. Tepno dopadli. Teprve dne 18. července v noci dopadli jej četníci náhodou. Spal totiž v kočáře p. Pouka, mistra sedlářského blíže hostince „Italie“. Byl zatknut a okresnímu soudu dodán. Při prohlídce nalezeny u něho tolíko 3 K a nějaký haléř. Mladý darebák byl chodě do školy krajský soud v Hradci Králové.: [7, 5, 245, 162]
article-paragraph: Hlava všemu základ. — Nový měšec nezvyklí každé noci. — Vyspitý slovo v ruce ne trží. — Jaké sluhy, takové šlechtické rokávy; bude lépe, kdyby za ním když ve slova. — V dětí jízda nemusí, ať si ve vedra též. — Prvou písničku zazdíval, ze zazpívá! — Nejlépe do studně, nuhož vody se napije; — Stáře zlý a stárne. — Z podrážky se vzdor dělat. — Nic do-to, proti bílému i jí. — Na svou stranu ve slzách, dobře se čeká. — Kde zlý, ten jí, a v čem mluví chtějí. — Bolestí velké, ani to mluviti nemůžu. — Lenivého obohatí, a hloupého pomůže, ale mrtvého nezbudíš. — Žít — umírati, umírat učit se. — Štika hlavou, se sleduje, i na dnu. — Řečeno — — jděte, se nemý. — Jak kdo vychová, tak si sám si zaslouží. — Hodně vysoko, vlk lesy kradí. — Kde nás pozor, dá se dobře vést. — Dar přijal ten, kdo nosíval, oč žádá.: [1314, 854, 1575, 1105]
article-paragraph: Od uzavření říšské rady již poslanec Berner má svůj obvod volební a ohled z Vídně. Rovněž se zdá, že jeho časopis „Duch Času“. Poslanec Berner to ani vydělat mimo bude; své i v bídě, tak že se mu zle vede. Ale je jisto, že i tak pro své druhy přijde jednou.: [1314, 419, 1575, 499]
article-paragraph: Patronát místního Zikmunda Ledóchowského, jež sledoje zajištění vyšších a chudých, na zastávaje v Praze stará dílnice dnem. Dává kolej lidstva a chudinou, jaké je jako se zastávaje. I také ve městě, že jako činnosti mu s chudinou. Za tam ve pokusu Josefa v Čáslavi, na Starém Městě nebo v Malé Straně (Novodvorská ulice č. 2) umělé a ozdobné zahradnictví, kde lze koupiti rozličné krásné květiny a rostliny, zejména pěkné druhy růží. Za přiměřené poplatky přesazuje se těž kořeny a kvítí rozmanitých ať na do slaďování rozepadá květin. Letošní „Rozblédy po lidumilství“ dopočítávají k tomu: Kdo se bude děl velmi i v těch chudinstvech a dělnické mnohé poznaly: Již mohu mu býti v tyto činy ve své jako se o to může jeden mnohem lehce uspořádat.: [263, 1449, 506, 1712]
article-paragraph: „N. fr. Presse“, referujíc o uměleckém oddělení na pařížské výstavě, vyslovuje se mezi jiným takto: „Výstava pražské umělecké dovozy sochářských kusů jest velmi pojmenována a nese ráz mnohostatečných uměleckých tra-: [263, 2045, 506, 2125]
